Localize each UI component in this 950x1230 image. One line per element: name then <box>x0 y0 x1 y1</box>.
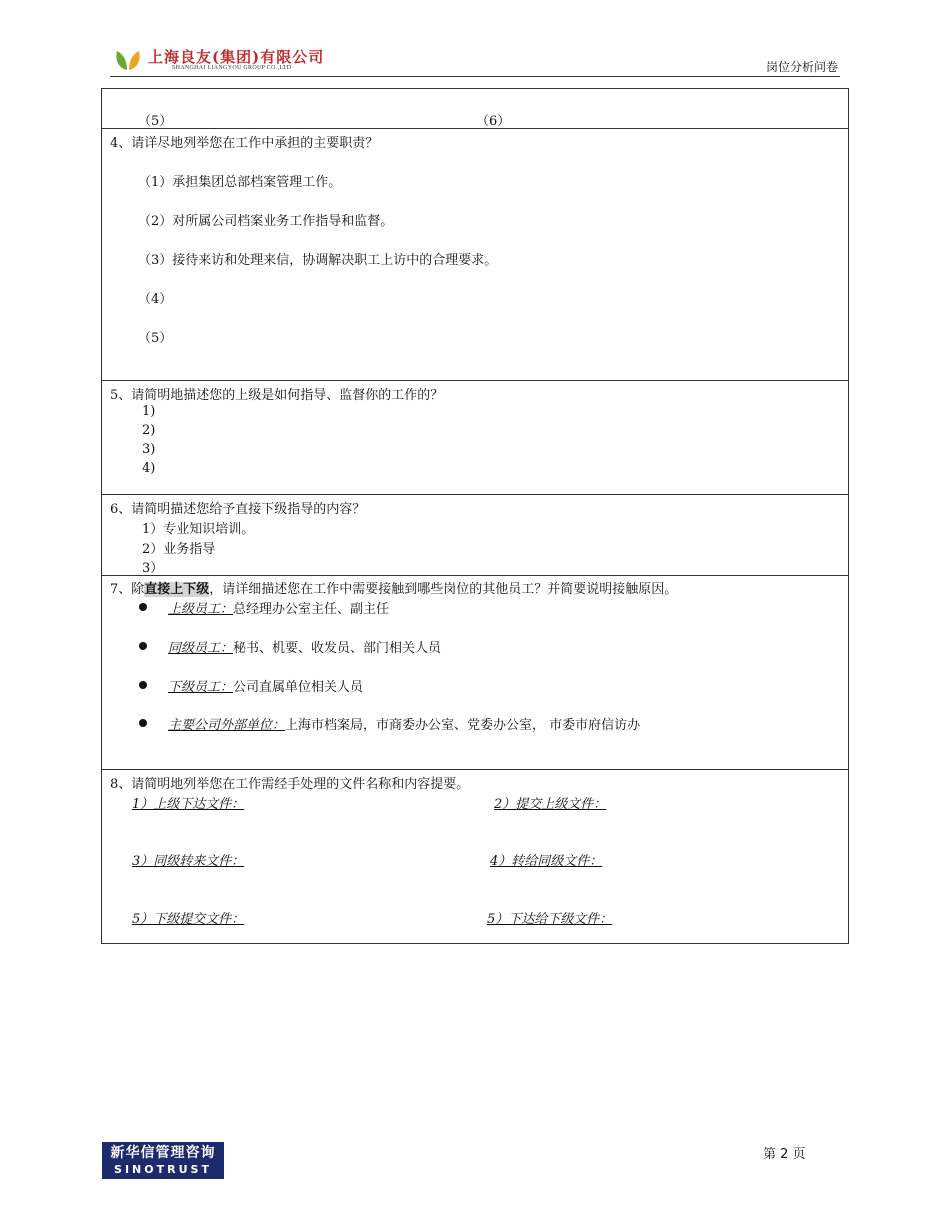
contact-text: 秘书、机要、收发员、部门相关人员 <box>233 641 442 656</box>
footer-logo <box>102 1142 224 1179</box>
q6-item: 3） <box>142 561 164 576</box>
q4-item: （3）接待来访和处理来信，协调解决职工上访中的合理要求。 <box>138 253 498 268</box>
q5-item: 2) <box>142 423 156 438</box>
contact-label: 下级员工： <box>168 680 234 695</box>
q7-bullet-item <box>168 637 441 656</box>
document-title: 岗位分析问卷 <box>765 60 838 74</box>
question-7 <box>110 578 677 597</box>
company-logo-icon <box>114 46 142 72</box>
company-name-cn: 上海良友(集团)有限公司 <box>148 48 325 66</box>
q7-highlight: 直接上下级 <box>144 582 210 597</box>
q5-item: 3) <box>142 442 156 457</box>
item-5: （5） <box>138 114 173 129</box>
q4-item: （4） <box>138 292 173 307</box>
q8-item: 1）上级下达文件： <box>132 797 245 812</box>
question-7-section <box>102 576 848 770</box>
q7-bullet-item <box>168 598 389 617</box>
q6-item: 1）专业知识培训。 <box>142 522 255 537</box>
q7-bullet-item <box>168 676 363 695</box>
q7-prefix: 7、除 <box>110 582 145 597</box>
bullet-icon <box>139 603 147 611</box>
row-continued-items <box>102 89 848 129</box>
q8-item: 3）同级转来文件： <box>132 854 245 869</box>
question-6: 6、请简明描述您给予直接下级指导的内容？ <box>110 502 366 517</box>
contact-text: 总经理办公室主任、副主任 <box>233 602 390 617</box>
q8-item: 5）下达给下级文件： <box>487 912 613 927</box>
bullet-icon <box>139 681 147 689</box>
contact-text: 公司直属单位相关人员 <box>233 680 364 695</box>
q8-item: 4）转给同级文件： <box>490 854 603 869</box>
q8-item: 5）下级提交文件： <box>132 912 245 927</box>
q4-item: （1）承担集团总部档案管理工作。 <box>138 175 342 190</box>
contact-label: 主要公司外部单位： <box>168 718 286 733</box>
page-header <box>110 44 840 77</box>
bullet-icon <box>139 642 147 650</box>
question-8: 8、请简明地列举您在工作需经手处理的文件名称和内容提要。 <box>110 777 470 792</box>
footer-logo-en: SINOTRUST <box>114 1163 212 1176</box>
contact-label: 同级员工： <box>168 641 234 656</box>
question-6-section <box>102 495 848 576</box>
page-number: 第 2 页 <box>763 1147 806 1162</box>
company-name-en: SHANGHAI LIANGYOU GROUP CO.,LTD <box>172 65 292 71</box>
questionnaire-table <box>101 88 849 944</box>
contact-label: 上级员工： <box>168 602 234 617</box>
question-4-section <box>102 129 848 381</box>
q8-item: 2）提交上级文件： <box>494 797 607 812</box>
footer-logo-cn: 新华信管理咨询 <box>110 1145 216 1161</box>
question-5: 5、请简明地描述您的上级是如何指导、监督你的工作的？ <box>110 388 444 403</box>
q7-suffix: ，请详细描述您在工作中需要接触到哪些岗位的其他员工？并简要说明接触原因。 <box>209 582 678 597</box>
q6-item: 2）业务指导 <box>142 542 216 557</box>
q7-bullet-item <box>168 714 640 733</box>
contact-text: 上海市档案局，市商委办公室、党委办公室， 市委市府信访办 <box>285 718 641 733</box>
bullet-icon <box>139 719 147 727</box>
question-5-section <box>102 381 848 495</box>
q4-item: （5） <box>138 331 173 346</box>
q5-item: 4) <box>142 461 156 476</box>
question-8-section <box>102 770 848 943</box>
item-6: （6） <box>476 114 511 129</box>
q5-item: 1) <box>142 404 156 419</box>
question-4: 4、请详尽地列举您在工作中承担的主要职责？ <box>110 136 379 151</box>
q4-item: （2）对所属公司档案业务工作指导和监督。 <box>138 214 394 229</box>
